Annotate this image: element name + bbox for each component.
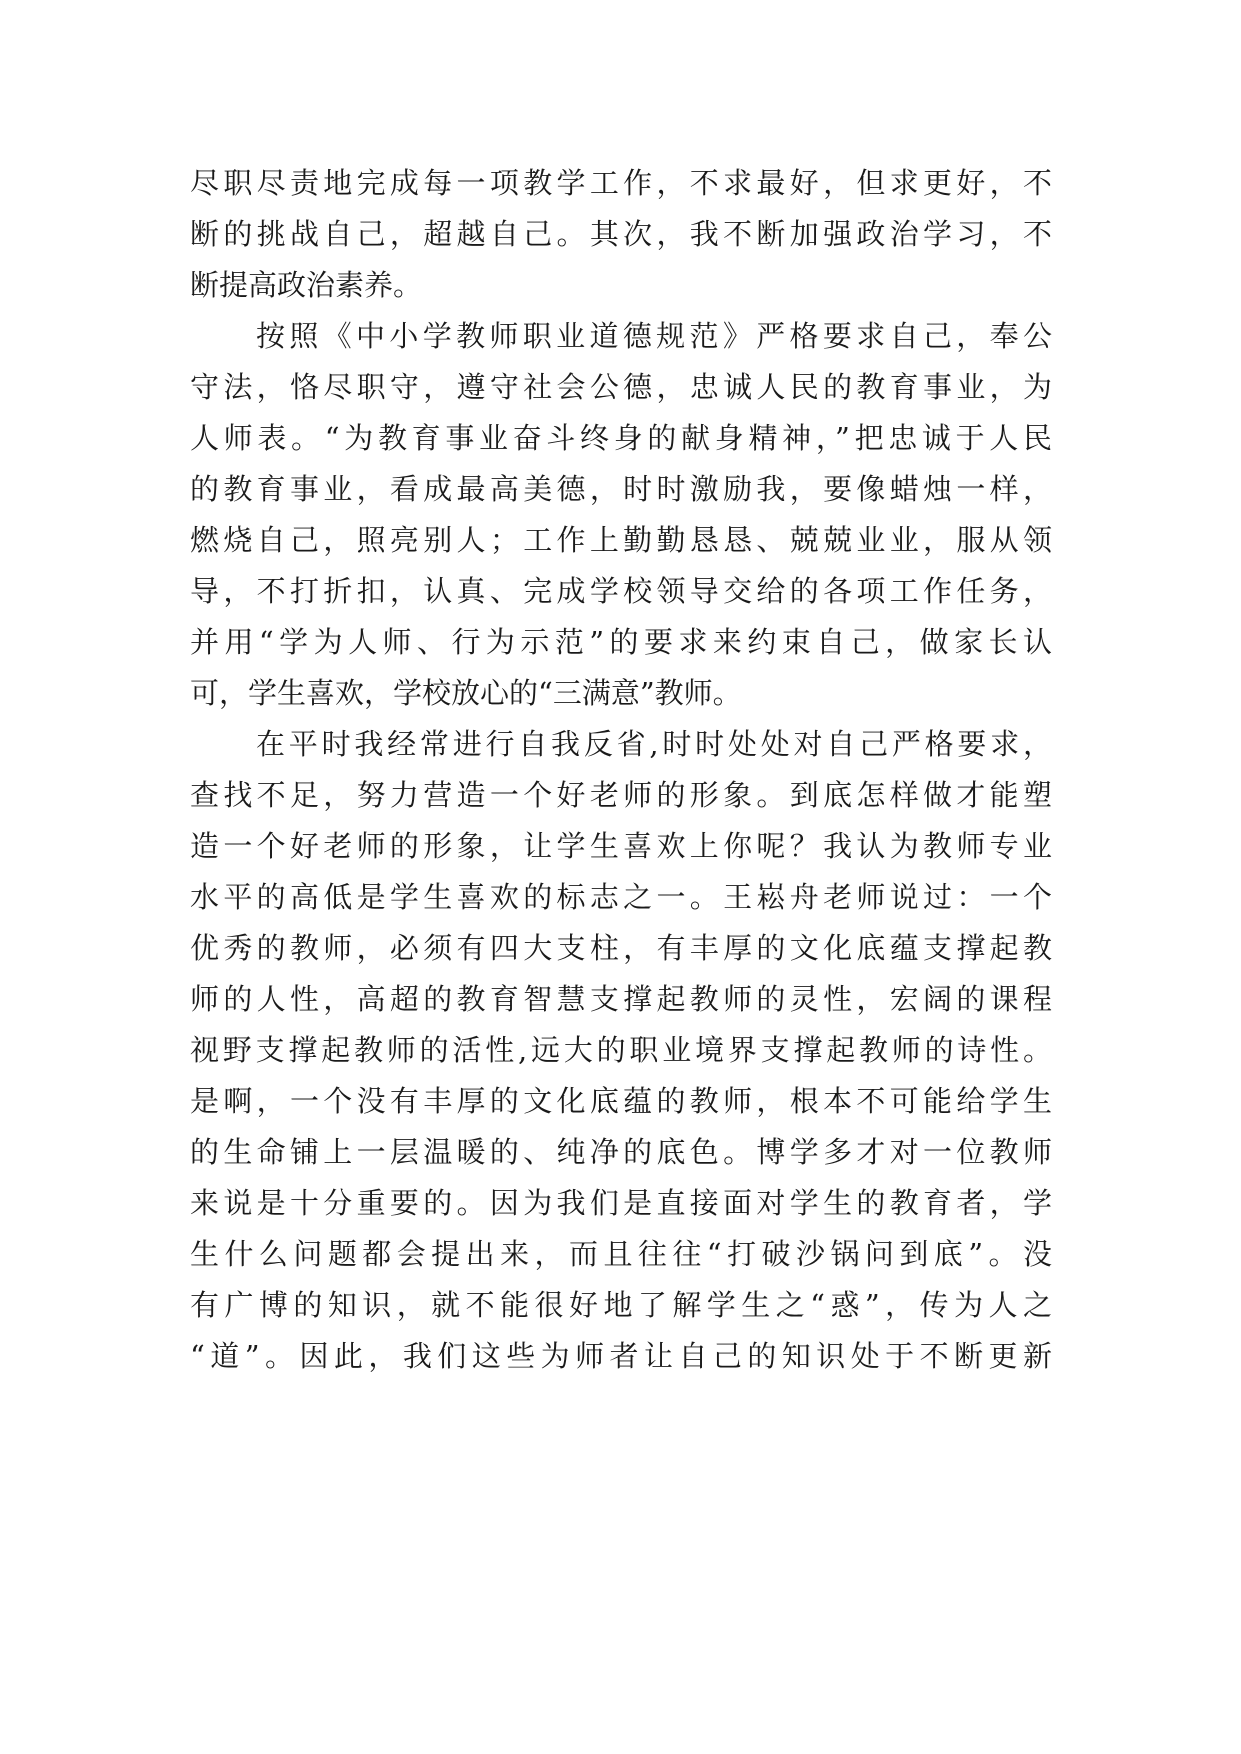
text-line: 查找不足，努力营造一个好老师的形象。到底怎样做才能塑 bbox=[190, 778, 1052, 812]
text-line: 的生命铺上一层温暖的、纯净的底色。博学多才对一位教师 bbox=[190, 1135, 1052, 1169]
paragraph bbox=[190, 719, 1052, 1382]
text-line: 的教育事业，看成最高美德，时时激励我，要像蜡烛一样， bbox=[190, 472, 1052, 506]
text-line: “道”。因此，我们这些为师者让自己的知识处于不断更新 bbox=[190, 1339, 1052, 1373]
text-line: 优秀的教师，必须有四大支柱，有丰厚的文化底蕴支撑起教 bbox=[190, 931, 1052, 965]
text-line: 燃烧自己，照亮别人；工作上勤勤恳恳、兢兢业业，服从领 bbox=[190, 523, 1052, 557]
body-text bbox=[190, 158, 1052, 1382]
text-line: 水平的高低是学生喜欢的标志之一。王崧舟老师说过：一个 bbox=[190, 880, 1052, 914]
text-line: 导，不打折扣，认真、完成学校领导交给的各项工作任务， bbox=[190, 574, 1052, 608]
text-line: 有广博的知识，就不能很好地了解学生之“惑”，传为人之 bbox=[190, 1288, 1052, 1322]
text-line: 造一个好老师的形象，让学生喜欢上你呢？我认为教师专业 bbox=[190, 829, 1052, 863]
paragraph bbox=[190, 311, 1052, 719]
text-line: 来说是十分重要的。因为我们是直接面对学生的教育者，学 bbox=[190, 1186, 1052, 1220]
text-line: 在平时我经常进行自我反省,时时处处对自己严格要求， bbox=[256, 727, 1052, 761]
text-line: 断的挑战自己，超越自己。其次，我不断加强政治学习，不 bbox=[190, 217, 1052, 251]
text-line: 人师表。“为教育事业奋斗终身的献身精神，”把忠诚于人民 bbox=[190, 421, 1052, 455]
text-line: 尽职尽责地完成每一项教学工作，不求最好，但求更好，不 bbox=[190, 166, 1052, 200]
text-line: 生什么问题都会提出来，而且往往“打破沙锅问到底”。没 bbox=[190, 1237, 1052, 1271]
text-line: 是啊，一个没有丰厚的文化底蕴的教师，根本不可能给学生 bbox=[190, 1084, 1052, 1118]
text-line: 守法，恪尽职守，遵守社会公德，忠诚人民的教育事业，为 bbox=[190, 370, 1052, 404]
text-line: 按照《中小学教师职业道德规范》严格要求自己，奉公 bbox=[256, 319, 1052, 353]
paragraph bbox=[190, 158, 1052, 311]
text-line: 视野支撑起教师的活性,远大的职业境界支撑起教师的诗性。 bbox=[190, 1033, 1052, 1067]
text-line: 断提高政治素养。 bbox=[190, 268, 423, 302]
text-line: 并用“学为人师、行为示范”的要求来约束自己，做家长认 bbox=[190, 625, 1052, 659]
text-line: 可，学生喜欢，学校放心的“三满意”教师。 bbox=[190, 676, 742, 710]
text-line: 师的人性，高超的教育智慧支撑起教师的灵性，宏阔的课程 bbox=[190, 982, 1052, 1016]
